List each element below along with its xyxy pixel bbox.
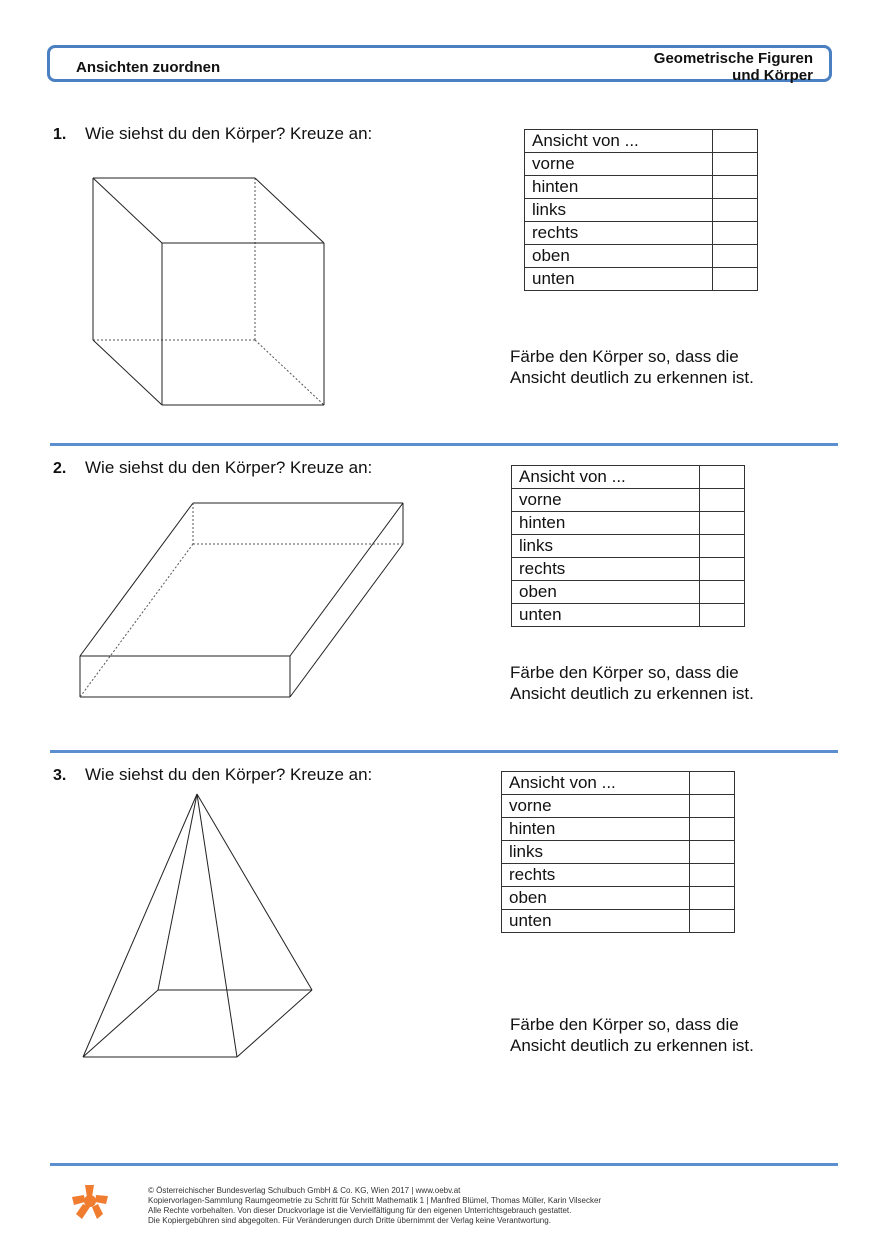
view-label: unten bbox=[512, 604, 700, 627]
table-row bbox=[512, 535, 745, 558]
view-label: unten bbox=[502, 910, 690, 933]
task-2-cuboid-drawing bbox=[80, 503, 403, 697]
view-label: oben bbox=[512, 581, 700, 604]
table-header-row bbox=[525, 130, 758, 153]
table-row bbox=[525, 245, 758, 268]
view-label: oben bbox=[525, 245, 713, 268]
task-1-color-instruction bbox=[510, 346, 810, 388]
table-header: Ansicht von ... bbox=[512, 466, 700, 489]
view-label: rechts bbox=[525, 222, 713, 245]
footer-line-1: © Österreichischer Bundesverlag Schulbuch GmbH & Co. KG, Wien 2017 | www.oebv.at bbox=[148, 1186, 461, 1195]
category-line-1: Geometrische Figuren bbox=[653, 50, 813, 67]
view-label: hinten bbox=[502, 818, 690, 841]
section-divider bbox=[50, 750, 838, 753]
instruction-line-2: Ansicht deutlich zu erkennen ist. bbox=[510, 684, 754, 703]
checkbox-cell[interactable] bbox=[713, 176, 758, 199]
footer-copyright bbox=[148, 1186, 601, 1226]
section-divider bbox=[50, 443, 838, 446]
checkbox-cell[interactable] bbox=[713, 222, 758, 245]
task-3-question: Wie siehst du den Körper? Kreuze an: bbox=[85, 765, 373, 784]
view-label: vorne bbox=[512, 489, 700, 512]
view-label: unten bbox=[525, 268, 713, 291]
checkbox-cell[interactable] bbox=[690, 818, 735, 841]
table-row bbox=[512, 581, 745, 604]
checkbox-cell[interactable] bbox=[690, 910, 735, 933]
view-label: rechts bbox=[512, 558, 700, 581]
table-row bbox=[502, 887, 735, 910]
table-row bbox=[512, 489, 745, 512]
checkbox-cell[interactable] bbox=[713, 245, 758, 268]
table-row bbox=[512, 604, 745, 627]
checkbox-cell[interactable] bbox=[690, 864, 735, 887]
table-row bbox=[502, 818, 735, 841]
table-row bbox=[525, 199, 758, 222]
task-1-views-table bbox=[524, 129, 758, 291]
footer-line-3: Alle Rechte vorbehalten. Von dieser Druckvorlage ist die Vervielfältigung für den eigenen Unterrichtsgebrauch gestattet. bbox=[148, 1206, 572, 1215]
table-row bbox=[525, 222, 758, 245]
table-row bbox=[525, 268, 758, 291]
cube-drawing bbox=[93, 178, 324, 405]
table-row bbox=[512, 512, 745, 535]
publisher-logo-icon bbox=[70, 1183, 110, 1223]
checkbox-cell[interactable] bbox=[700, 604, 745, 627]
checkbox-cell[interactable] bbox=[713, 268, 758, 291]
task-2-color-instruction bbox=[510, 662, 810, 704]
checkbox-cell[interactable] bbox=[700, 489, 745, 512]
checkbox-cell[interactable] bbox=[690, 887, 735, 910]
checkbox-cell[interactable] bbox=[690, 772, 735, 795]
task-2-number: 2. bbox=[53, 460, 67, 477]
footer-divider bbox=[50, 1163, 838, 1166]
task-2-views-table bbox=[511, 465, 745, 627]
view-label: hinten bbox=[512, 512, 700, 535]
instruction-line-2: Ansicht deutlich zu erkennen ist. bbox=[510, 368, 754, 387]
instruction-line-2: Ansicht deutlich zu erkennen ist. bbox=[510, 1036, 754, 1055]
view-label: links bbox=[525, 199, 713, 222]
table-header-row bbox=[512, 466, 745, 489]
table-row bbox=[502, 910, 735, 933]
view-label: links bbox=[502, 841, 690, 864]
table-row bbox=[512, 558, 745, 581]
checkbox-cell[interactable] bbox=[690, 841, 735, 864]
table-row bbox=[525, 176, 758, 199]
worksheet-title: Ansichten zuordnen bbox=[76, 59, 221, 76]
table-row bbox=[525, 153, 758, 176]
task-1-question: Wie siehst du den Körper? Kreuze an: bbox=[85, 124, 373, 143]
task-1-number: 1. bbox=[53, 126, 67, 143]
checkbox-cell[interactable] bbox=[700, 581, 745, 604]
task-2-question: Wie siehst du den Körper? Kreuze an: bbox=[85, 458, 373, 477]
table-row bbox=[502, 864, 735, 887]
view-label: hinten bbox=[525, 176, 713, 199]
task-3-number: 3. bbox=[53, 767, 67, 784]
table-header-row bbox=[502, 772, 735, 795]
view-label: vorne bbox=[525, 153, 713, 176]
footer-line-4: Die Kopiergebühren sind abgegolten. Für Veränderungen durch Dritte übernimmt der Verlag keine Verantwortung. bbox=[148, 1216, 551, 1225]
checkbox-cell[interactable] bbox=[690, 795, 735, 818]
view-label: vorne bbox=[502, 795, 690, 818]
checkbox-cell[interactable] bbox=[713, 130, 758, 153]
checkbox-cell[interactable] bbox=[700, 558, 745, 581]
instruction-line-1: Färbe den Körper so, dass die bbox=[510, 663, 739, 682]
task-3-color-instruction bbox=[510, 1014, 810, 1056]
footer-line-2: Kopiervorlagen-Sammlung Raumgeometrie zu Schritt für Schritt Mathematik 1 | Manfred Blümel, Thomas Müller, Karin Vilsecker bbox=[148, 1196, 602, 1205]
checkbox-cell[interactable] bbox=[700, 535, 745, 558]
checkbox-cell[interactable] bbox=[700, 466, 745, 489]
table-row bbox=[502, 795, 735, 818]
checkbox-cell[interactable] bbox=[713, 153, 758, 176]
task-3-pyramid-drawing bbox=[83, 794, 312, 1057]
table-header: Ansicht von ... bbox=[525, 130, 713, 153]
checkbox-cell[interactable] bbox=[700, 512, 745, 535]
instruction-line-1: Färbe den Körper so, dass die bbox=[510, 347, 739, 366]
category-line-2: und Körper bbox=[732, 67, 813, 84]
view-label: links bbox=[512, 535, 700, 558]
task-3-views-table bbox=[501, 771, 735, 933]
view-label: oben bbox=[502, 887, 690, 910]
checkbox-cell[interactable] bbox=[713, 199, 758, 222]
table-header: Ansicht von ... bbox=[502, 772, 690, 795]
table-row bbox=[502, 841, 735, 864]
view-label: rechts bbox=[502, 864, 690, 887]
instruction-line-1: Färbe den Körper so, dass die bbox=[510, 1015, 739, 1034]
